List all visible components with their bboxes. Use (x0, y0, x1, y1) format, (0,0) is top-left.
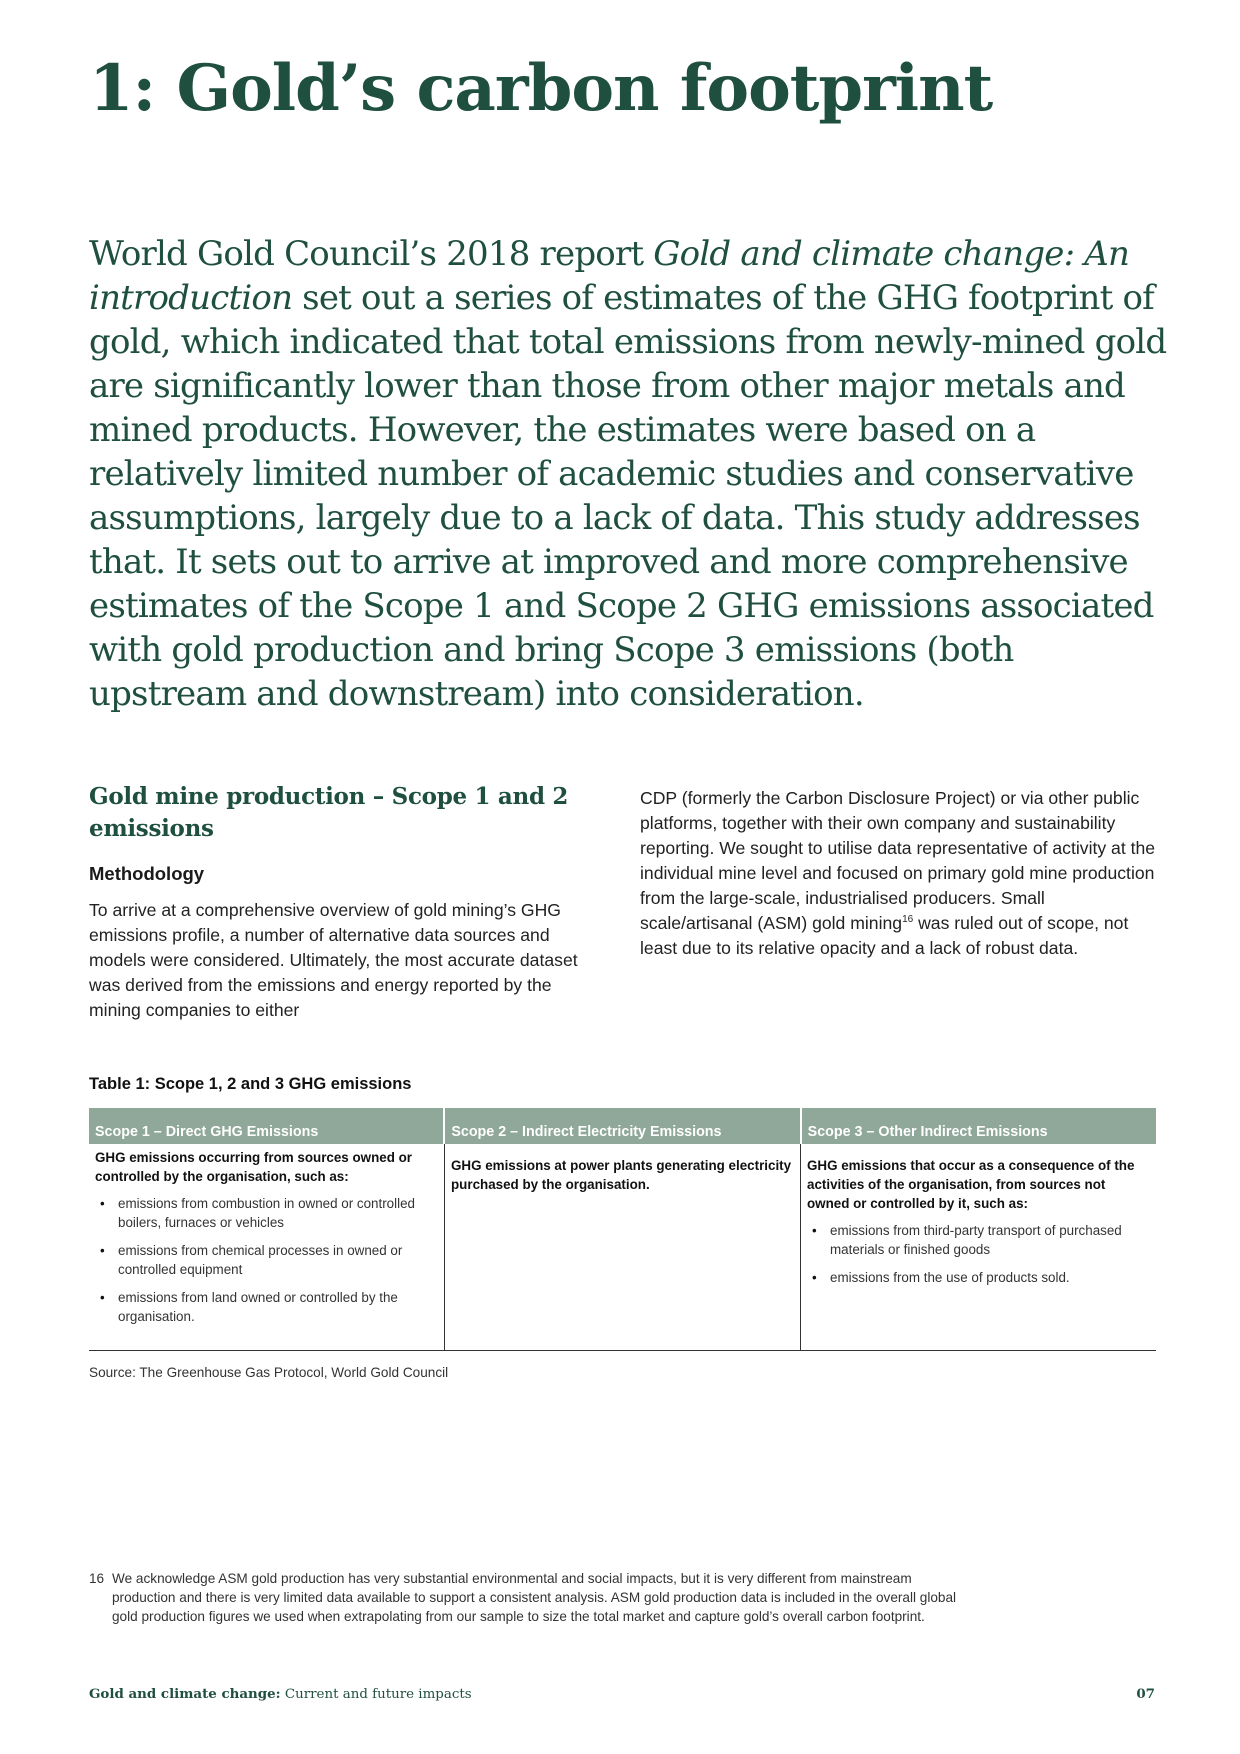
header-scope-2: Scope 2 – Indirect Electricity Emissions (443, 1108, 799, 1144)
scope-emissions-table (89, 1108, 1156, 1351)
methodology-text-right (640, 786, 1160, 961)
intro-paragraph (89, 232, 1169, 716)
intro-text-end: set out a series of estimates of the GHG footprint of gold, which indicated that total emissions from newly-mined gold are significantly lower than those from other major metals and mined products. However, the estimates were based on a relatively limited number of academic studies and conservative assumptions, largely due to a lack of data. This study addresses that. It sets out to arrive at improved and more comprehensive estimates of the Scope 1 and Scope 2 GHG emissions associated with gold production and bring Scope 3 emissions (both upstream and downstream) into consideration. (89, 278, 1167, 714)
list-item-text: emissions from combustion in owned or controlled boilers, furnaces or vehicles (118, 1196, 415, 1230)
scope-3-list (807, 1221, 1150, 1287)
list-item (807, 1268, 1150, 1287)
scope-2-description: GHG emissions at power plants generating electricity purchased by the organisation. (451, 1158, 792, 1192)
footnote-number: 16 (89, 1571, 105, 1586)
cell-scope-3 (800, 1144, 1156, 1350)
list-item-text: emissions from third-party transport of purchased materials or finished goods (830, 1223, 1122, 1257)
header-scope-3: Scope 3 – Other Indirect Emissions (800, 1108, 1156, 1144)
list-item-text: emissions from land owned or controlled by the organisation. (118, 1290, 398, 1324)
methodology-text-left: To arrive at a comprehensive overview of gold mining’s GHG emissions profile, a number of alternative data sources and models were considered. Ultimately, the most accurate dataset was derived from the emissions and energy reported by the mining companies to either (89, 900, 578, 1020)
table-source-note: Source: The Greenhouse Gas Protocol, World Gold Council (89, 1365, 449, 1380)
footer-publication-subtitle: Current and future impacts (280, 1687, 472, 1702)
bullet-icon: • (100, 1243, 105, 1258)
list-item (95, 1241, 438, 1279)
scope-3-description: GHG emissions that occur as a consequence of the activities of the organisation, from sources not owned or controlled by it, such as: (807, 1158, 1135, 1211)
report-title: Gold and climate change: An introduction (89, 234, 1130, 318)
footer-publication (89, 1685, 472, 1704)
footnote-reference[interactable]: 16 (902, 914, 914, 926)
list-item (95, 1288, 438, 1326)
bullet-icon: • (100, 1290, 105, 1305)
list-item-text: emissions from the use of products sold. (830, 1270, 1070, 1285)
intro-text-start: World Gold Council’s 2018 report (89, 234, 654, 274)
footnote (89, 1569, 969, 1626)
header-scope-1: Scope 1 – Direct GHG Emissions (95, 1124, 319, 1140)
bullet-icon: • (812, 1223, 817, 1238)
table-caption: Table 1: Scope 1, 2 and 3 GHG emissions (89, 1075, 412, 1093)
footnote-text: We acknowledge ASM gold production has very substantial environmental and social impacts, but it is very different from mainstream production and there is very limited data available to support a consistent analysis. ASM gold production data is included in the overall global gold production figures we used when extrapolating from our sample to size the total market and capture gold’s overall carbon footprint. (112, 1571, 957, 1624)
scope-1-description: GHG emissions occurring from sources owned or controlled by the organisation, such as: (95, 1150, 412, 1184)
table-header-row (89, 1108, 1156, 1144)
footer-publication-title: Gold and climate change: (89, 1686, 281, 1702)
cell-scope-2 (444, 1144, 800, 1350)
methodology-text-right-start: CDP (formerly the Carbon Disclosure Project) or via other public platforms, together with their own company and sustainability reporting. We sought to utilise data representative of activity at the individual mine level and focused on primary gold mine production from the large-scale, industrialised producers. Small scale/artisanal (ASM) gold mining (640, 788, 1156, 933)
list-item-text: emissions from chemical processes in owned or controlled equipment (118, 1243, 403, 1277)
table-body-row (89, 1144, 1156, 1350)
page-number: 07 (1136, 1686, 1155, 1702)
methodology-text-right-end: was ruled out of scope, not least due to its relative opacity and a lack of robust data. (640, 913, 1129, 958)
cell-scope-1 (89, 1144, 444, 1350)
scope-1-list (95, 1194, 438, 1326)
page-title: 1: Gold’s carbon footprint (89, 51, 993, 126)
bullet-icon: • (812, 1270, 817, 1285)
list-item (807, 1221, 1150, 1259)
list-item (95, 1194, 438, 1232)
bullet-icon: • (100, 1196, 105, 1211)
methodology-heading: Methodology (89, 863, 205, 884)
section-heading: Gold mine production – Scope 1 and 2 emissions (89, 783, 569, 842)
